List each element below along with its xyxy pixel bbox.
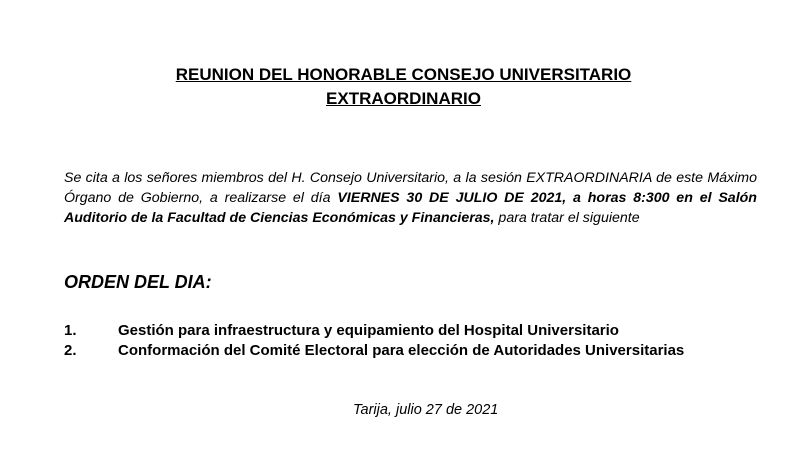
- document-title-line-2: EXTRAORDINARIO: [326, 89, 481, 108]
- date-line: Tarija, julio 27 de 2021: [353, 402, 499, 418]
- document-title-line-1: REUNION DEL HONORABLE CONSEJO UNIVERSITARIO: [175, 65, 632, 84]
- agenda-list: [64, 321, 757, 361]
- intro-text-start: Se cita a los señores miembros del H. Consejo Universitario, a la sesión EXTRAORDINARIA de este Máximo Órgano de Gobierno, a realizarse el día: [64, 170, 757, 206]
- agenda-item-text: Gestión para infraestructura y equipamiento del Hospital Universitario: [118, 322, 619, 339]
- intro-text-end: para tratar el siguiente: [494, 210, 640, 226]
- agenda-item: [64, 321, 757, 341]
- agenda-item: [64, 341, 757, 361]
- agenda-item-text: Conformación del Comité Electoral para elección de Autoridades Universitarias: [118, 342, 685, 359]
- agenda-heading: ORDEN DEL DIA:: [64, 272, 212, 292]
- convocation-paragraph: [64, 168, 757, 228]
- agenda-item-number: 2.: [64, 342, 77, 359]
- agenda-item-number: 1.: [64, 322, 77, 339]
- intro-text-bold: VIERNES 30 DE JULIO DE 2021, a horas 8:300 en el Salón Auditorio de la Facultad de Ciencias Económicas y Financieras,: [64, 190, 757, 226]
